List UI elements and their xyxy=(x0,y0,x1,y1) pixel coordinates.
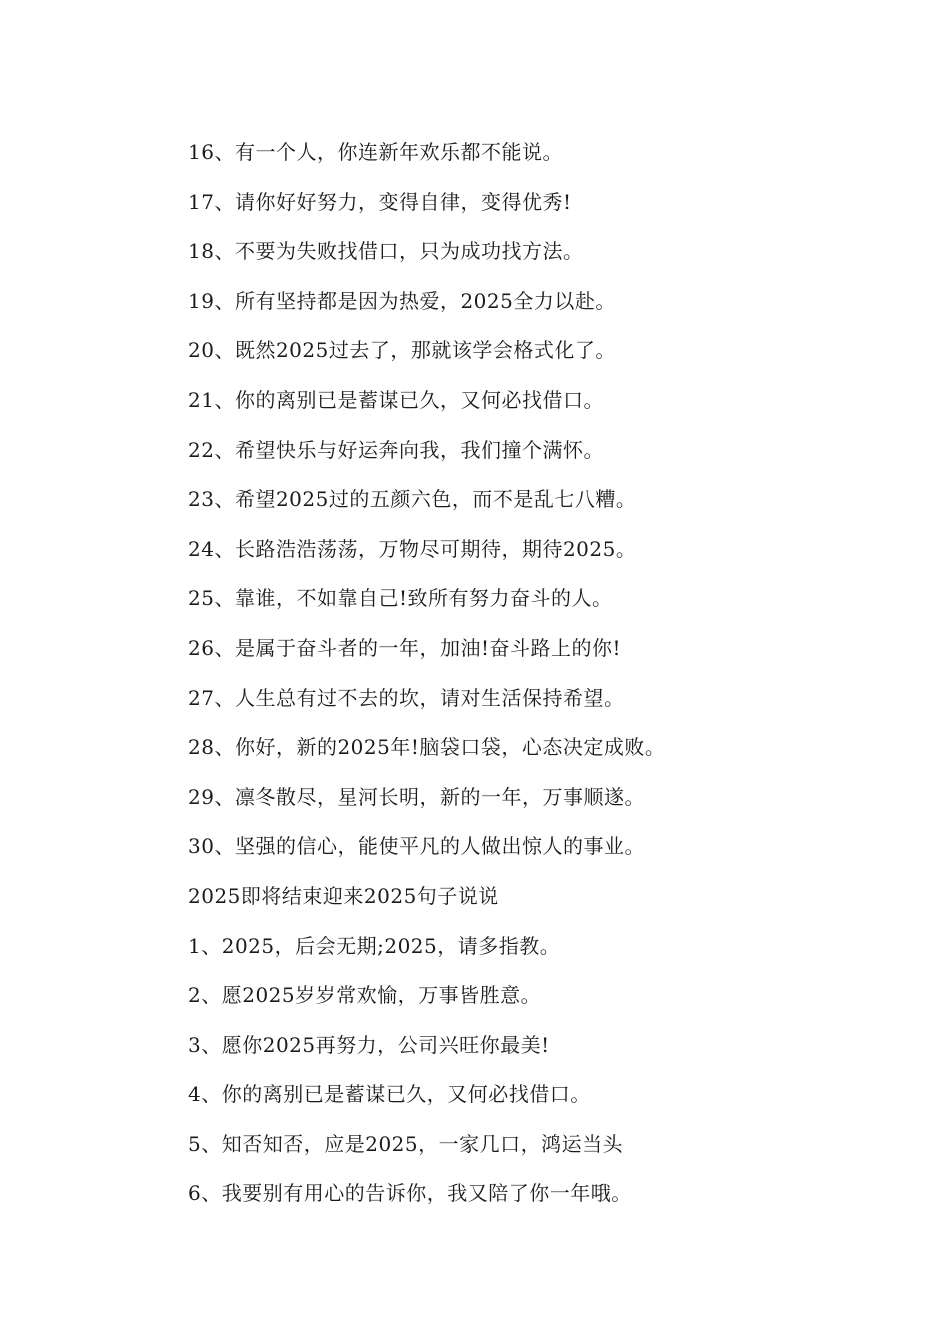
list-item: 21、你的离别已是蓄谋已久，又何必找借口。 xyxy=(188,387,604,412)
list-item: 17、请你好好努力，变得自律，变得优秀! xyxy=(188,189,572,214)
list-item: 29、凛冬散尽，星河长明，新的一年，万事顺遂。 xyxy=(188,784,645,809)
list-item: 3、愿你2025再努力，公司兴旺你最美! xyxy=(188,1032,550,1057)
list-item: 23、希望2025过的五颜六色，而不是乱七八糟。 xyxy=(188,487,637,512)
list-item: 18、不要为失败找借口，只为成功找方法。 xyxy=(188,239,584,264)
document-body xyxy=(188,136,888,1227)
list-item: 4、你的离别已是蓄谋已久，又何必找借口。 xyxy=(188,1082,591,1107)
list-item: 16、有一个人，你连新年欢乐都不能说。 xyxy=(188,140,563,164)
list-item: 24、长路浩浩荡荡，万物尽可期待，期待2025。 xyxy=(188,536,637,561)
list-item: 28、你好，新的2025年!脑袋口袋，心态决定成败。 xyxy=(188,735,666,760)
list-item: 30、坚强的信心，能使平凡的人做出惊人的事业。 xyxy=(188,834,645,859)
list-item: 1、2025，后会无期;2025，请多指教。 xyxy=(188,933,561,958)
list-item: 27、人生总有过不去的坎，请对生活保持希望。 xyxy=(188,685,625,710)
list-item: 26、是属于奋斗者的一年，加油!奋斗路上的你! xyxy=(188,635,622,660)
list-item: 6、我要别有用心的告诉你，我又陪了你一年哦。 xyxy=(188,1181,632,1206)
section-heading: 2025即将结束迎来2025句子说说 xyxy=(188,883,499,908)
list-item: 19、所有坚持都是因为热爱，2025全力以赴。 xyxy=(188,288,616,313)
list-item: 5、知否知否，应是2025，一家几口，鸿运当头 xyxy=(188,1131,624,1156)
list-item: 25、靠谁，不如靠自己!致所有努力奋斗的人。 xyxy=(188,586,613,611)
list-item: 22、希望快乐与好运奔向我，我们撞个满怀。 xyxy=(188,437,604,462)
list-item: 2、愿2025岁岁常欢愉，万事皆胜意。 xyxy=(188,983,542,1008)
list-item: 20、既然2025过去了，那就该学会格式化了。 xyxy=(188,338,616,363)
